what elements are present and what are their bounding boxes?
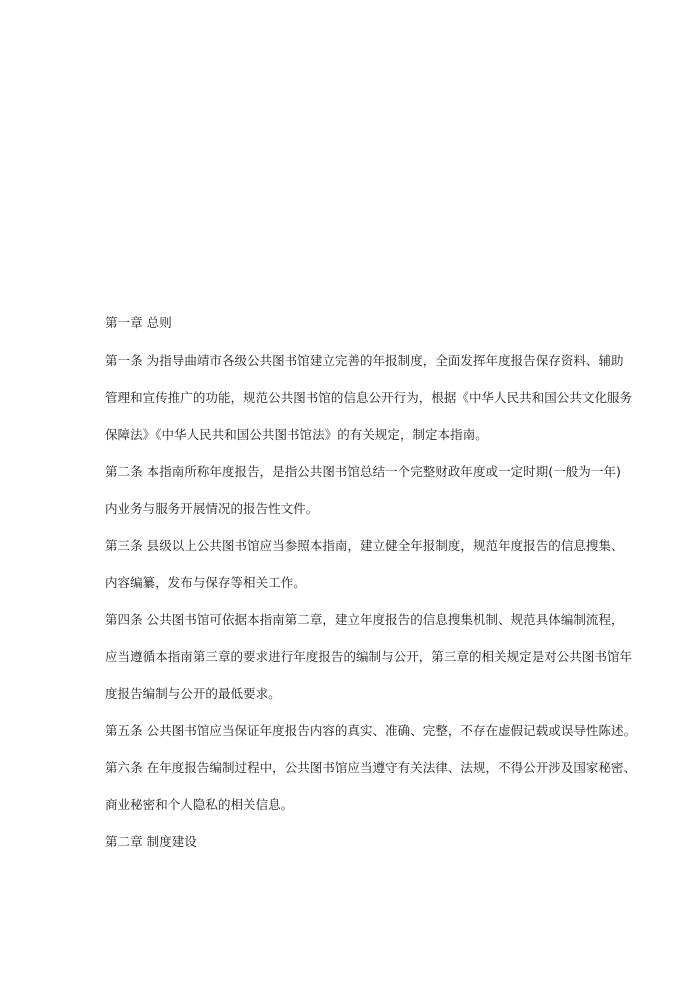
article-2-line-1: 第二条 本指南所称年度报告，是指公共图书馆总结一个完整财政年度或一定时期(一般为一年) [105, 464, 621, 479]
document-body [105, 314, 637, 871]
article-1-line-1: 第一条 为指导曲靖市各级公共图书馆建立完善的年报制度，全面发挥年度报告保存资料、辅助 [105, 353, 624, 368]
article-4-line-3: 度报告编制与公开的最低要求。 [105, 686, 281, 701]
article-3-line-2: 内容编纂，发布与保存等相关工作。 [105, 575, 306, 590]
article-1-line-3: 保障法》《中华人民共和国公共图书馆法》的有关规定，制定本指南。 [105, 427, 488, 442]
chapter-heading: 第一章 总则 [105, 315, 172, 330]
chapter-heading: 第二章 制度建设 [105, 834, 197, 849]
article-1-line-2: 管理和宣传推广的功能，规范公共图书馆的信息公开行为，根据《中华人民共和国公共文化服务 [105, 390, 633, 405]
article-6-line-1: 第六条 在年度报告编制过程中，公共图书馆应当遵守有关法律、法规，不得公开涉及国家秘密、 [105, 760, 637, 775]
article-2-line-2: 内业务与服务开展情况的报告性文件。 [105, 501, 319, 516]
article-4-line-1: 第四条 公共图书馆可依据本指南第二章，建立年度报告的信息搜集机制、规范具体编制流程， [105, 612, 624, 627]
article-3-line-1: 第三条 县级以上公共图书馆应当参照本指南，建立健全年报制度，规范年度报告的信息搜集、 [105, 538, 624, 553]
article-5-line-1: 第五条 公共图书馆应当保证年度报告内容的真实、准确、完整，不存在虚假记载或误导性陈述。 [105, 723, 637, 738]
article-6-line-2: 商业秘密和个人隐私的相关信息。 [105, 797, 294, 812]
article-4-line-2: 应当遵循本指南第三章的要求进行年度报告的编制与公开，第三章的相关规定是对公共图书馆年 [105, 649, 633, 664]
